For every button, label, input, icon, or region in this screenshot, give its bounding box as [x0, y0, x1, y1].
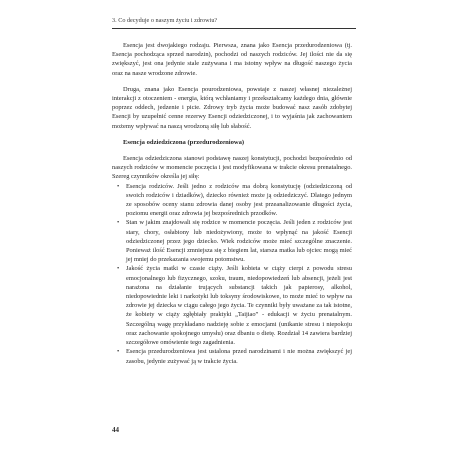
header-rule: [112, 28, 356, 29]
bullet-list: [112, 182, 352, 366]
bullet-marker: •: [117, 348, 120, 356]
body-text: [112, 41, 352, 366]
paragraph-prenatal-essence: Esencja jest dwojakiego rodzaju. Pierwsza, znana jako Esencja przedurodzeniowa (tj. Esencja pochodząca sprzed narodzin), pochodzi od naszych rodziców. Jej ilości nie da się zwiększyć, jest ona jedynie stale zużywana i ma istotny wpływ na długość naszego życia oraz na nasze wrodzone zdrowie.: [112, 42, 352, 77]
bullet-marker: •: [117, 219, 120, 227]
section-heading: Esencja odziedziczona (przedurodzeniowa): [123, 138, 245, 146]
list-item-text: Esencja rodziców. Jeśli jedno z rodziców ma dobrą konstytucję (odziedziczoną od swoich rodziców i dziadków), dziecko również może ją odziedziczyć. Dlatego jednym ze sposobów oceny stanu zdrowia danej osoby jest przeanalizowanie długości życia, poziomu energii oraz zdrowia jej bezpośrednich przodków.: [126, 182, 352, 218]
running-header: 3. Co decyduje o naszym życiu i zdrowiu?: [112, 17, 218, 24]
list-item-text: Jakość życia matki w czasie ciąży. Jeśli kobieta w ciąży cierpi z powodu stresu emocjonalnego lub fizycznego, szoku, traum, niedopowiedzeń lub absencji, jeżeli jest narażona na działanie trujących substancji takich jak papierosy, alkohol, niedopowiednie leki i narkotyki lub toksyny środowiskowe, to może mieć to wpływ na zdrowie jej dziecka w ciągu całego jego życia. Te czynniki były uważane za tak istotne, że kobiety w ciąży zgłębiały praktyki „Taijiao” - edukacji w życiu prenatalnym. Szczególną wagę przykładano nadzieję sobie z emocjami (unikanie stresu i niepokoju oraz zachowanie spokojnego umysłu) oraz dbaniu o dietę. Rozdział 14 zawiera bardziej szczegółowe omówienie tego zagadnienia.: [126, 265, 352, 347]
list-item: [112, 218, 352, 264]
section-intro: Esencja odziedziczona stanowi podstawę naszej konstytucji, pochodzi bezpośrednio od naszych rodziców w momencie poczęcia i jest modyfikowana w trakcie okresu prenatalnego. Szereg czynników określa jej siłę:: [112, 155, 352, 181]
list-item: [112, 264, 352, 347]
paragraph-postnatal-essence: Druga, znana jako Esencja pourodzeniowa, powstaje z naszej własnej niezależnej interakcji z otoczeniem - energia, którą wchłaniamy i przekształcamy każdego dnia, głównie poprzez oddech, jedzenie i picie. Zdrowy tryb życia może budować nasz zasób zdobytej Esencji by uzupełnić cenne rezerwy Esencji odziedziczonej, i to wyjaśnia jak zachowaniem możemy wpływać na naszą wrodzoną siłę lub słabość.: [112, 85, 352, 130]
list-item-text: Stan w jakim znajdowali się rodzice w momencie poczęcia. Jeśli jeden z rodziców jest stary, chory, osłabiony lub niedożywiony, może to wpłynąć na jakość Esencji odziedziczonej przez jego dziecko. Wiek rodziców może mieć szczególne znaczenie. Ponieważ ilość Esencji zmniejsza się z biegiem lat, starsza matka lub ojciec mogą mieć jej mniej do przekazania swojemu potomstwu.: [126, 219, 352, 264]
page-number: 44: [112, 426, 119, 434]
bullet-marker: •: [117, 182, 120, 190]
bullet-marker: •: [117, 265, 120, 273]
list-item: [112, 182, 352, 219]
list-item: [112, 347, 352, 365]
list-item-text: Esencja przedurodzeniowa jest ustalona przed narodzinami i nie można zwiększyć jej zasobu, jedynie zużywać ją w trakcie życia.: [126, 348, 352, 365]
